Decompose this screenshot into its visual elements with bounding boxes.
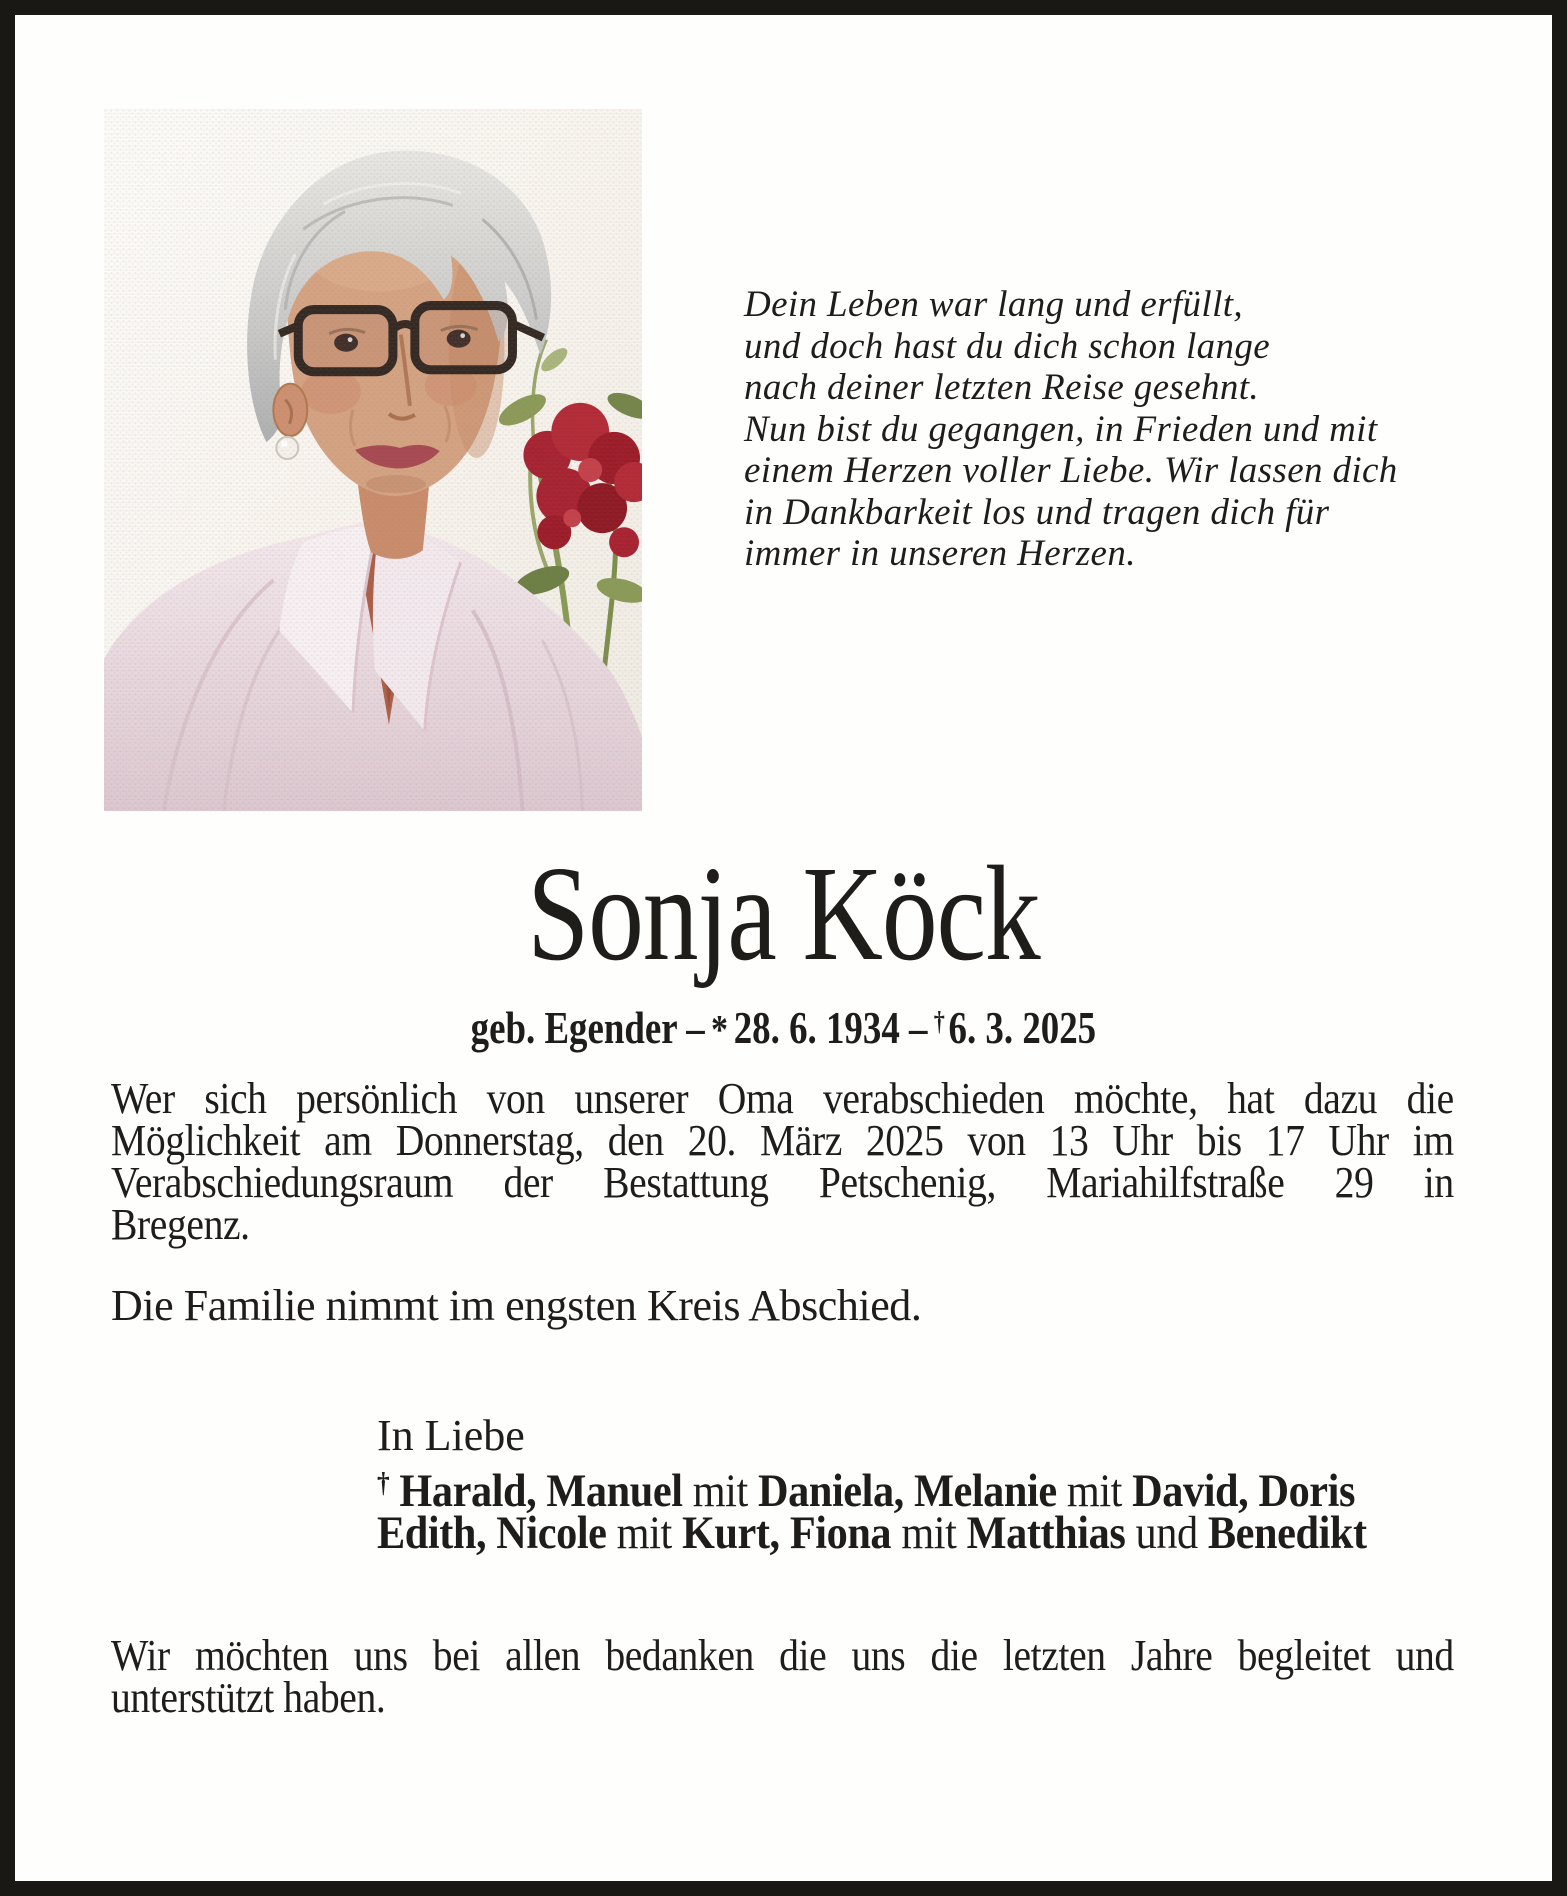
- obituary-page: [15, 15, 1552, 1881]
- death-symbol: †: [933, 1006, 945, 1037]
- thanks-line: unterstützt haben.: [111, 1673, 386, 1722]
- poem-line: nach deiner letzten Reise gesehnt.: [744, 367, 1260, 408]
- death-date: 6. 3. 2025: [948, 1003, 1097, 1053]
- family-name: Benedikt: [1207, 1507, 1367, 1560]
- scanline-texture: [104, 109, 642, 811]
- family-name: Kurt, Fiona: [681, 1507, 892, 1560]
- poem-line: Dein Leben war lang und erfüllt,: [744, 284, 1243, 325]
- maiden-name: geb. Egender –: [470, 1003, 705, 1053]
- farewell-line: Wer sich persönlich von unserer Oma verabschieden möchte, hat dazu die: [111, 1074, 1454, 1123]
- portrait-illustration: [104, 109, 642, 811]
- connector-word: mit: [682, 1465, 758, 1518]
- family-name: David, Doris: [1132, 1465, 1356, 1518]
- family-names-line-2: [377, 1507, 1457, 1560]
- family-name: Daniela, Melanie: [757, 1465, 1057, 1518]
- family-name: Edith, Nicole: [377, 1507, 607, 1560]
- connector-word: mit: [891, 1507, 967, 1560]
- thanks-paragraph: [111, 1631, 1454, 1722]
- memorial-poem: [744, 284, 1474, 575]
- poem-line: in Dankbarkeit los und tragen dich für: [744, 491, 1330, 533]
- poem-line: immer in unseren Herzen.: [744, 533, 1136, 574]
- family-note: Die Familie nimmt im engsten Kreis Abschied.: [111, 1281, 922, 1330]
- deceased-name: [15, 839, 1552, 989]
- farewell-line: Möglichkeit am Donnerstag, den 20. März 2025 von 13 Uhr bis 17 Uhr im: [111, 1116, 1454, 1165]
- farewell-line: Verabschiedungsraum der Bestattung Petschenig, Mariahilfstraße 29 in: [111, 1158, 1454, 1207]
- closing-salutation: In Liebe: [377, 1411, 525, 1460]
- farewell-paragraph: [111, 1074, 1454, 1249]
- thanks-line: Wir möchten uns bei allen bedanken die uns die letzten Jahre begleitet und: [111, 1631, 1454, 1680]
- death-symbol: †: [377, 1468, 390, 1499]
- birth-date: 28. 6. 1934 –: [733, 1003, 928, 1053]
- life-dates: [15, 1003, 1552, 1059]
- connector-word: mit: [1056, 1465, 1133, 1518]
- poem-line: Nun bist du gegangen, in Frieden und mit: [744, 408, 1378, 450]
- family-names-line-1: [377, 1463, 1457, 1518]
- family-names: [377, 1463, 1457, 1560]
- connector-word: und: [1125, 1507, 1208, 1560]
- family-name: Harald, Manuel: [389, 1465, 683, 1518]
- birth-symbol: *: [711, 1006, 729, 1052]
- portrait-photo: [104, 109, 642, 811]
- poem-line: und doch hast du dich schon lange: [744, 325, 1271, 367]
- deceased-name-text: Sonja Köck: [527, 839, 1040, 989]
- connector-word: mit: [606, 1507, 682, 1560]
- poem-line: einem Herzen voller Liebe. Wir lassen dich: [744, 450, 1398, 491]
- family-name: Matthias: [966, 1507, 1126, 1560]
- farewell-line: Bregenz.: [111, 1200, 250, 1249]
